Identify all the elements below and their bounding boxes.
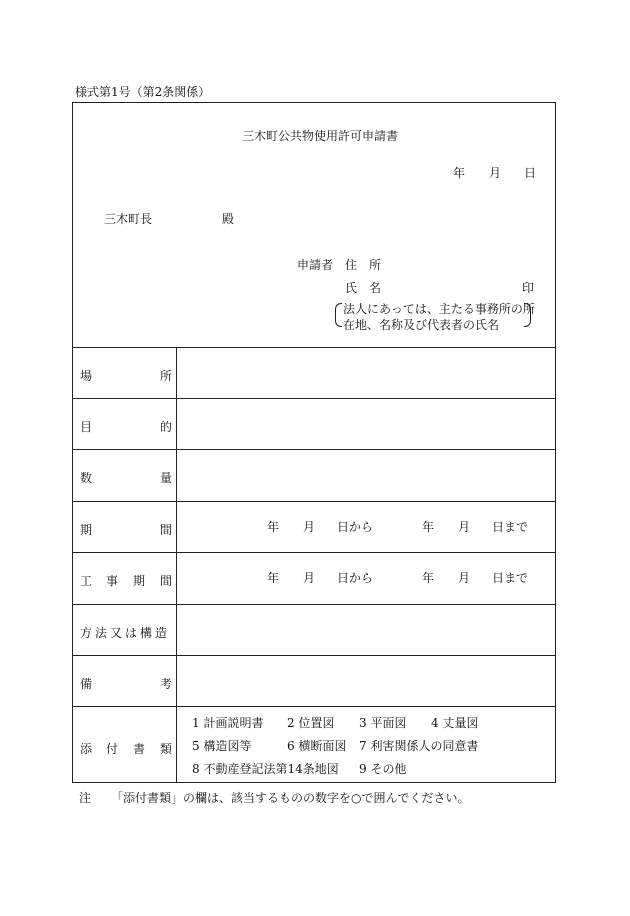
date-day-field[interactable]: 日 [524,166,537,180]
period-label [73,502,176,553]
construction-period-label [73,553,176,604]
construction-start-year: 年 [267,571,280,585]
purpose-label [73,399,176,450]
period-field[interactable] [177,502,555,553]
construction-period-label-char: 間 [160,574,173,588]
construction-period-label-char: 事 [106,574,119,588]
attachment-item[interactable]: 7 利害関係人の同意書 [359,739,479,753]
attachment-item[interactable]: 5 構造図等 [192,739,252,753]
remarks-label-char: 考 [160,677,173,691]
remarks-field[interactable] [177,656,555,707]
period-start-month: 月 [303,520,316,534]
construction-period-label-char: 工 [80,574,93,588]
quantity-label [73,450,176,501]
corporate-note-line2: 在地、名称及び代表者の氏名 [343,318,500,332]
quantity-field[interactable] [177,450,555,501]
application-form [72,102,556,783]
addressee-honorific: 殿 [222,212,235,226]
attachments-label-char: 類 [160,742,173,756]
attachments-list [177,707,555,783]
address-field[interactable]: 住 所 [345,258,382,272]
construction-end-day: 日まで [492,571,529,585]
attachment-item[interactable]: 6 横断面図 [287,739,347,753]
purpose-field[interactable] [177,399,555,450]
date-month-field[interactable]: 月 [489,166,502,180]
attachments-label-char: 添 [80,742,93,756]
construction-start-day: 日から [337,571,374,585]
addressee-name: 三木町長 [104,212,153,226]
method-label-text: 方法又は構造 [80,626,171,640]
name-field[interactable]: 氏 名 [345,281,382,295]
form-title: 三木町公共物使用許可申請書 [242,129,399,143]
place-label-char: 場 [80,369,93,383]
place-label-char: 所 [160,369,173,383]
method-field[interactable] [177,605,555,656]
period-end-year: 年 [422,520,435,534]
attachment-item[interactable]: 9 その他 [359,762,407,776]
remarks-label [73,656,176,707]
form-header [73,103,555,347]
period-end-month: 月 [458,520,471,534]
place-label [73,348,176,399]
construction-period-field[interactable] [177,553,555,604]
footnote-prefix: 注 [79,791,92,805]
attachments-label [73,707,176,783]
form-number-label: 様式第1号（第2条関係） [75,85,211,99]
attachment-item[interactable]: 8 不動産登記法第14条地図 [192,762,339,776]
construction-end-month: 月 [458,571,471,585]
remarks-label-char: 備 [80,677,93,691]
corporate-note-line1: 法人にあっては、主たる事務所の所 [343,302,535,316]
seal-mark: 印 [522,281,535,295]
attachment-item[interactable]: 1 計画説明書 [192,716,264,730]
method-label [73,605,176,656]
footnote-text: 「添付書類」の欄は、該当するものの数字を○で囲んでください。 [111,791,470,805]
quantity-label-char: 量 [160,471,173,485]
footnote [79,792,470,804]
purpose-label-char: 目 [80,420,93,434]
period-start-day: 日から [337,520,374,534]
construction-start-month: 月 [303,571,316,585]
attachments-label-char: 付 [106,742,119,756]
construction-period-label-char: 期 [133,574,146,588]
period-start-year: 年 [267,520,280,534]
period-label-char: 期 [80,523,93,537]
construction-end-year: 年 [422,571,435,585]
date-year-field[interactable]: 年 [453,166,466,180]
period-label-char: 間 [160,523,173,537]
attachment-item[interactable]: 4 丈量図 [431,716,479,730]
attachments-label-char: 書 [133,742,146,756]
right-bracket [524,303,531,327]
attachment-item[interactable]: 3 平面図 [359,716,407,730]
period-end-day: 日まで [492,520,529,534]
attachment-item[interactable]: 2 位置図 [287,716,335,730]
left-bracket [335,303,342,327]
applicant-label: 申請者 [297,258,334,272]
place-field[interactable] [177,348,555,399]
quantity-label-char: 数 [80,471,93,485]
purpose-label-char: 的 [160,420,173,434]
